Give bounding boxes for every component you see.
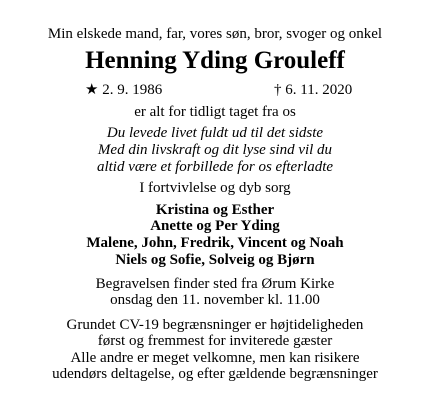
funeral-line: onsdag den 11. november kl. 11.00 xyxy=(110,292,320,308)
quote-line: altid være et forbillede for os efterladte xyxy=(96,159,334,175)
death-date: † 6. 11. 2020 xyxy=(274,82,353,98)
quote-line: Du levede livet fuldt ud til det sidste xyxy=(106,125,324,141)
covid-line: Alle andre er meget velkomne, men kan risikere xyxy=(70,350,360,366)
family-line: Anette og Per Yding xyxy=(150,218,280,234)
covid-line: udendørs deltagelse, og efter gældende begrænsninger xyxy=(52,366,378,382)
family-line: Kristina og Esther xyxy=(155,202,275,218)
sorrow-line: I fortvivlelse og dyb sorg xyxy=(139,180,291,196)
family-line: Niels og Sofie, Solveig og Bjørn xyxy=(115,252,315,268)
deceased-name: Henning Yding Grouleff xyxy=(85,47,345,74)
intro-line: Min elskede mand, far, vores søn, bror, svoger og onkel xyxy=(47,26,383,42)
birth-date: ★ 2. 9. 1986 xyxy=(85,82,163,98)
family-line: Malene, John, Fredrik, Vincent og Noah xyxy=(86,235,344,251)
covid-line: først og fremmest for inviterede gæster xyxy=(97,333,333,349)
taken-line: er alt for tidligt taget fra os xyxy=(134,104,296,120)
covid-line: Grundet CV-19 begrænsninger er højtideligheden xyxy=(66,317,364,333)
funeral-line: Begravelsen finder sted fra Ørum Kirke xyxy=(95,276,335,292)
quote-line: Med din livskraft og dit lyse sind vil du xyxy=(97,142,333,158)
